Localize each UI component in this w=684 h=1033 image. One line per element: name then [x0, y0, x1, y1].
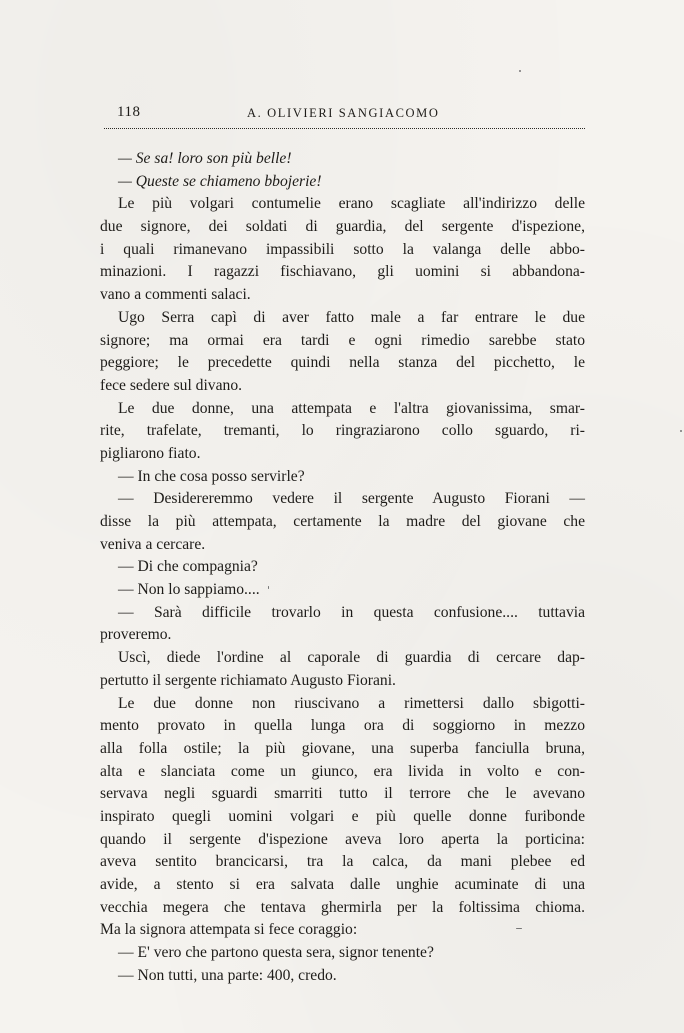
text-line: aveva sentito brancicarsi, tra la calca, da mani plebee ed [100, 853, 585, 871]
text-line: — In che cosa posso servirle? [118, 467, 305, 485]
text-line: Ma la signora attempata si fece coraggio: [100, 921, 358, 939]
text-line: veniva a cercare. [100, 535, 206, 553]
text-line: Ugo Serra capì di aver fatto male a far entrare le due [118, 308, 585, 326]
text-line: minazioni. I ragazzi fischiavano, gli uomini si abbandona- [100, 263, 585, 281]
paper-speck [516, 928, 522, 929]
text-line: Uscì, diede l'ordine al caporale di guardia di cercare dap- [118, 649, 585, 667]
text-line: Le due donne, una attempata e l'altra giovanissima, smar- [118, 399, 585, 417]
text-line: servava negli sguardi smarriti tutto il terrore che le avevano [100, 785, 585, 803]
text-line: Le più volgari contumelie erano scagliate all'indirizzo delle [118, 195, 585, 213]
text-line: disse la più attempata, certamente la madre del giovane che [100, 513, 585, 530]
header-rule [104, 128, 585, 129]
text-line: — Non lo sappiamo.... [118, 581, 260, 599]
paper-speck [268, 586, 269, 589]
text-line: Le due donne non riuscivano a rimettersi dallo sbigotti- [118, 694, 585, 712]
running-head: A. OLIVIERI SANGIACOMO [247, 106, 440, 120]
text-line: quando il sergente d'ispezione aveva loro aperta la porticina: [100, 830, 585, 848]
text-line: alla folla ostile; la più giovane, una superba fanciulla bruna, [100, 739, 585, 757]
text-line: signore; ma ormai era tardi e ogni rimedio sarebbe stato [100, 331, 585, 349]
text-line: — Sarà difficile trovarlo in questa confusione.... tuttavia [118, 603, 585, 621]
paper-speck [680, 430, 682, 432]
text-line: alta e slanciata come un giunco, era livida in volto e con- [100, 762, 585, 780]
text-line: rite, trafelate, tremanti, lo ringraziarono collo sguardo, ri- [100, 422, 585, 440]
text-line: vano a commenti salaci. [100, 286, 251, 304]
page-header [117, 104, 585, 128]
text-line: proveremo. [100, 626, 172, 644]
text-line: fece sedere sul divano. [100, 376, 243, 394]
paper-speck [519, 70, 521, 72]
text-line: mento provato in quella lunga ora di soggiorno in mezzo [100, 717, 585, 735]
text-line: — Non tutti, una parte: 400, credo. [118, 966, 337, 984]
text-line: — Queste se chiameno bbojerie! [118, 172, 322, 190]
text-line: — Desidereremmo vedere il sergente Augusto Fiorani — [118, 490, 585, 508]
body-text [100, 148, 585, 987]
text-line: avide, a stento si era salvata dalle unghie acuminate di una [100, 876, 585, 893]
text-line: vecchia megera che tentava ghermirla per la foltissima chioma. [100, 898, 585, 916]
text-line: pigliarono fiato. [100, 444, 201, 462]
text-line: pertutto il sergente richiamato Augusto Fiorani. [100, 671, 396, 689]
text-line: inspirato quegli uomini volgari e più quelle donne furibonde [100, 807, 585, 825]
text-line: due signore, dei soldati di guardia, del sergente d'ispezione, [100, 218, 585, 236]
text-line: — Di che compagnia? [118, 558, 258, 576]
page-number: 118 [117, 104, 141, 120]
text-line: — E' vero che partono questa sera, signor tenente? [118, 944, 434, 962]
text-line: — Se sa! loro son più belle! [118, 150, 292, 167]
text-line: i quali rimanevano impassibili sotto la valanga delle abbo- [100, 240, 585, 258]
text-line: peggiore; le precedette quindi nella stanza del picchetto, le [100, 354, 585, 372]
